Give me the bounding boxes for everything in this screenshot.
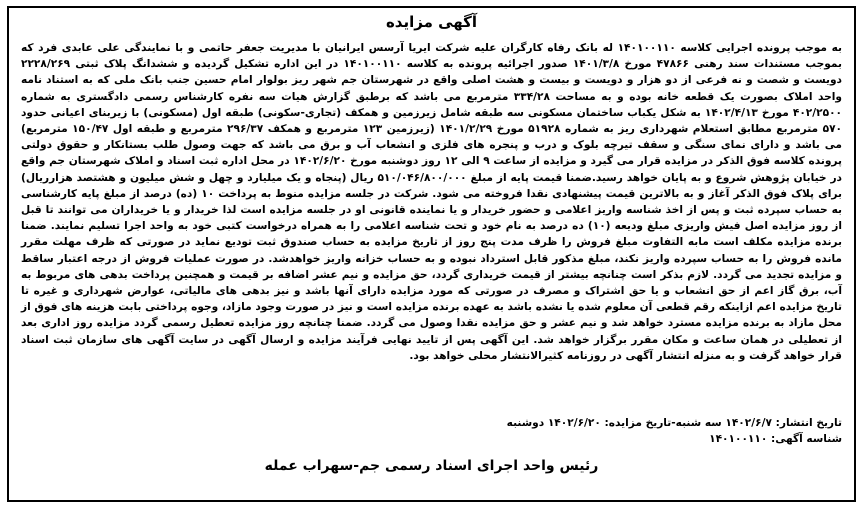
notice-title: آگهی مزایده [385,13,478,31]
signature: رئیس واحد اجرای اسناد رسمی جم-سهراب عمله [264,458,599,474]
notice-body: به موجب پرونده اجرایی کلاسه ۱۴۰۱۰۰۱۱۰ له بانک رفاه کارگران علیه شرکت ایریا آرسس ایرانیان با مدیریت جعفر حاتمی و با نمایندگی علی عابدی فرد که بموجب مستندات سند رهنی ۴۷۸۶۶ مورخ ۱۴۰۱/۳/۸ صدور اجرائیه پرونده به کلاسه ۱۴۰۱۰۰۱۱۰ در این اداره تشکیل گردیده و ششدانگ پلاک ثبتی ۲۲۲۸/۲۶۹ دویست و شصت و نه فرعی از دو هزار و دویست و بیست و هشت اصلی واقع در شهرستان جم شهر ریز بولوار امام حسین جنب بانک ملی که به استناد نامه واحد املاک بصورت یک قطعه خانه بوده و به مساحت ۳۳۴/۲۸ مترمربع می باشد که برطبق گزارش هیات سه نفره کارشناس رسمی دادگستری به شماره ۴۰۲/۲۵۰۰ مورخ ۱۴۰۲/۴/۱۳ به شکل یکباب ساختمان مسکونی سه طبقه شامل زیرزمین و همکف (تجاری-سکونی) طبقه اول (مسکونی) با زیربنای اعیانی حدود ۵۷۰ مترمربع مطابق استعلام شهرداری ریز به شماره ۵۱۹۲۸ مورخ ۱۴۰۱/۲/۲۹ (زیرزمین ۱۲۳ مترمربع و همکف ۲۹۶/۳۷ مترمربع و طبقه اول ۱۵۰/۴۷ مترمربع) می باشد و دارای نمای سنگی و سقف تیرچه بلوک و درب و پنجره های فلزی و انشعاب آب و برق می باشد که جهت وصول طلب بستانکار و حقوق دولتی پرونده کلاسه فوق الذکر در مزایده قرار می گیرد و مزایده از ساعت ۹ الی ۱۲ روز دوشنبه مورخ ۱۴۰۲/۶/۲۰ در محل اداره ثبت اسناد و املاک شهرستان جم واقع در خیابان پژوهش شروع و به پایان خواهد رسید.ضمنا قیمت پایه از مبلغ ۵۱۰/۰۴۶/۸۰۰/۰۰۰ ریال (پنجاه و یک میلیارد و چهل و شش میلیون و هشتصد هزارریال) برای پلاک فوق الذکر آغاز و به بالاترین قیمت پیشنهادی نقدا فروخته می شود. شرکت در جلسه مزایده منوط به پرداخت ۱۰ (ده) درصد از مبلغ پایه کارشناسی به حساب سپرده ثبت و پس از اخذ شناسه واریز اعلامی و حضور خریدار و یا نماینده قانونی او در جلسه مزایده است لذا خریدار و یا خریداران می توانند تا قبل از روز مزایده اصل فیش واریزی مبلغ ودیعه (۱۰) ده درصد به نام خود و تحت شناسه اعلامی را به همراه درخواست کتبی خود به واحد اجرا تسلیم نمایند. ضمنا برنده مزایده مکلف است مابه التفاوت مبلغ فروش را ظرف مدت پنج روز از تاریخ مزایده به حساب صندوق ثبت تودیع نماید در صورتی که ظرف مهلت مقرر مانده فروش را به حساب سپرده واریز نکند، مبلغ مذکور قابل استرداد نبوده و به حساب خزانه واریز خواهدشد. در صورت عملیات فروش از درجه اعتبار ساقط و مزایده تجدید می گردد. لازم بذکر است چنانچه بیشتر از قیمت خریداری گردد، حق مزایده و نیم عشر اضافه بر قیمت و همچنین پرداخت بدهی های مربوط به آب، برق گاز اعم از حق انشعاب و یا حق اشتراک و مصرف در صورتی که مورد مزایده دارای آنها باشد و نیز بدهی های مالیاتی، عوارض شهرداری و غیره تا تاریخ مزایده اعم ازاینکه رقم قطعی آن معلوم شده یا نشده باشد به عهده برنده مزایده است و نیز در صورت وجود مازاد، وجوه پرداختی بابت هزینه های فوق از محل مازاد به برنده مزایده مسترد خواهد شد و نیم عشر و حق مزایده نقدا وصول می گردد. ضمنا چنانچه روز مزایده تعطیل رسمی گردد مزایده روز اداری بعد از تعطیلی در همان ساعت و مکان مقرر برگزار خواهد شد. این آگهی پس از تایید نهایی فرآیند مزایده و ارسال آگهی در سایت آگهی های سازمان ثبت اسناد قرار خواهد گرفت و به منزله انتشار آگهی در روزنامه کثیرالانتشار محلی خواهد بود. [21,42,843,362]
publish-date: تاریخ انتشار: ۱۴۰۲/۶/۷ سه شنبه-تاریخ مزایده: ۱۴۰۲/۶/۲۰ دوشنبه [506,417,842,429]
auction-notice [7,6,856,502]
notice-id: شناسه آگهی: ۱۴۰۱۰۰۱۱۰ [709,433,842,445]
